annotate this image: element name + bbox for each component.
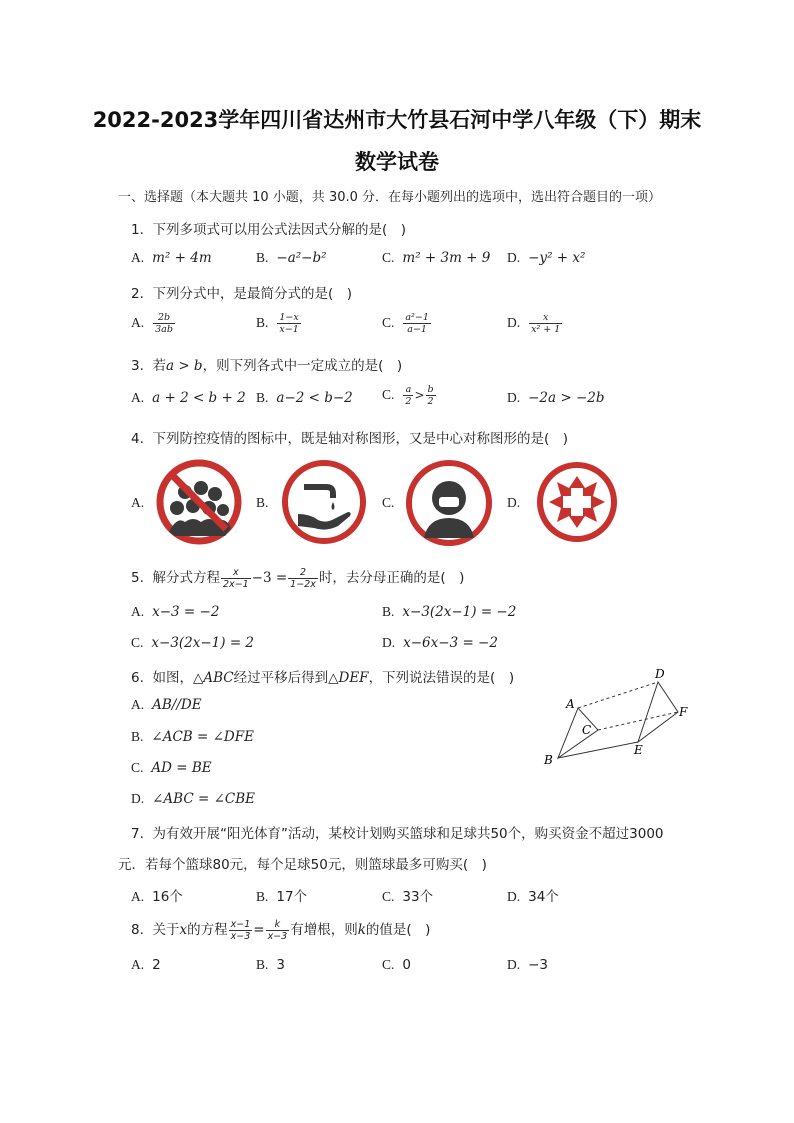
fraction: $\frac{2b}{3ab}$ [155, 312, 173, 335]
fraction: $\frac{x}{\text{x² + 1}}$ [531, 312, 561, 335]
option-c[interactable]: C. 33个 [382, 889, 434, 905]
option-c[interactable]: C. $\frac{\text{a²−1}}{a-1}$ [382, 312, 429, 335]
mask-wearing-icon [404, 458, 494, 548]
question-number: 3. [131, 358, 144, 374]
label-d: D [655, 667, 665, 681]
option-b[interactable]: B. ∠ACB = ∠DFE [131, 729, 254, 745]
segment-ad [578, 682, 658, 708]
triangle-abc [558, 708, 598, 758]
option-c[interactable]: C. AD = BE [131, 760, 212, 776]
fraction: $\frac{x}{2x-1}$ [222, 566, 249, 590]
translation-figure [538, 662, 698, 772]
fraction: $\frac{1-x}{x-1}$ [279, 312, 299, 335]
fraction: $\frac{2}{1-2x}$ [290, 566, 316, 590]
option-a[interactable]: A. 2 [131, 957, 161, 973]
math-inline: a > b [165, 358, 203, 374]
triangle-def [638, 682, 678, 742]
question-number: 7. [131, 826, 144, 842]
option-c[interactable]: C. $\frac{a}{2}$ > $\frac{b}{2}$ [382, 384, 434, 407]
question-1 [131, 218, 406, 238]
question-7-line2: 元．若每个篮球80元，每个足球50元，则篮球最多可购买( ) [118, 857, 487, 873]
question-stem: 下列多项式可以用公式法因式分解的是( ) [152, 222, 407, 238]
label-c: C [582, 723, 592, 737]
option-b[interactable]: B. [256, 495, 269, 510]
label-b: B [544, 753, 553, 767]
option-a[interactable]: A. x−3 = −2 [131, 604, 220, 620]
option-c[interactable]: C. 0 [382, 957, 411, 973]
page-title: 2022-2023学年四川省达州市大竹县石河中学八年级（下）期末 [92, 108, 702, 132]
fraction: $\frac{b}{2}$ [427, 384, 434, 407]
question-number: 4. [131, 431, 144, 447]
fraction: $\frac{a}{2}$ [405, 384, 412, 407]
label-f: F [679, 705, 688, 719]
question-stem: 下列分式中，是最简分式的是( ) [152, 286, 353, 302]
question-number: 8. [131, 922, 144, 938]
question-8: 8. 关于x的方程 $\frac{x-1}{x-3}$ = $\frac{k}{x-3}$ 有增根，则k的值是( ) [131, 918, 431, 942]
question-number: 1. [131, 222, 144, 238]
question-number: 5. [131, 570, 144, 586]
no-gathering-icon [155, 458, 243, 546]
hand-washing-icon [280, 458, 368, 546]
option-d[interactable]: D. −2a > −2b [507, 390, 605, 406]
option-d[interactable]: D. −3 [507, 957, 549, 973]
question-stem: 下列防控疫情的图标中，既是轴对称图形，又是中心对称图形的是( ) [152, 431, 569, 447]
option-b[interactable]: B. 17个 [256, 889, 308, 905]
question-3: 3. 若a > b，则下列各式中一定成立的是( ) [131, 358, 403, 374]
label-a: A [566, 697, 575, 711]
option-c[interactable]: C. m² + 3m + 9 [382, 250, 491, 266]
question-number: 6. [131, 670, 144, 686]
option-a[interactable]: A. a + 2 < b + 2 [131, 390, 246, 406]
question-5: 5. 解分式方程 $\frac{x}{2x-1}$ −3 = $\frac{2}{1-2x}$ 时，去分母正确的是( ) [131, 566, 465, 590]
option-a[interactable]: A. 16个 [131, 889, 183, 905]
option-b[interactable]: B. 3 [256, 957, 285, 973]
fraction: $\frac{\text{a²−1}}{a-1}$ [405, 312, 429, 335]
option-c[interactable]: C. [382, 495, 395, 510]
option-b[interactable]: B. x−3(2x−1) = −2 [382, 604, 517, 620]
question-2 [131, 282, 352, 302]
option-a[interactable]: A. AB//DE [131, 697, 202, 713]
label-e: E [634, 743, 643, 757]
option-c[interactable]: C. x−3(2x−1) = 2 [131, 635, 255, 651]
option-d[interactable]: D. $\frac{x}{\text{x² + 1}}$ [507, 312, 561, 335]
fraction: $\frac{k}{x-3}$ [267, 918, 288, 942]
section-heading: 一、选择题（本大题共 10 小题，共 30.0 分．在每小题列出的选项中，选出符合题目的一项） [118, 190, 662, 205]
question-7: 7. 为有效开展“阳光体育”活动，某校计划购买篮球和足球共50个，购买资金不超过3000 [131, 826, 664, 842]
option-b[interactable]: B. −a²−b² [256, 250, 327, 266]
page-subtitle: 数学试卷 [355, 150, 439, 174]
question-4 [131, 427, 568, 447]
option-a[interactable]: A. m² + 4m [131, 250, 212, 266]
option-d[interactable]: D. x−6x−3 = −2 [382, 635, 498, 651]
question-number: 2. [131, 286, 144, 302]
option-b[interactable]: B. a−2 < b−2 [256, 390, 353, 406]
medical-cross-icon [533, 458, 621, 546]
option-a[interactable]: A. $\frac{2b}{3ab}$ [131, 312, 173, 335]
option-d[interactable]: D. ∠ABC = ∠CBE [131, 791, 255, 807]
question-6: 6. 如图，△ABC经过平移后得到△DEF，下列说法错误的是( ) [131, 670, 515, 686]
option-b[interactable]: B. $\frac{1-x}{x-1}$ [256, 312, 299, 335]
option-d[interactable]: D. 34个 [507, 889, 559, 905]
fraction: $\frac{x-1}{x-3}$ [230, 918, 251, 942]
option-d[interactable]: D. [507, 495, 521, 510]
option-a[interactable]: A. [131, 495, 145, 510]
option-d[interactable]: D. −y² + x² [507, 250, 586, 266]
